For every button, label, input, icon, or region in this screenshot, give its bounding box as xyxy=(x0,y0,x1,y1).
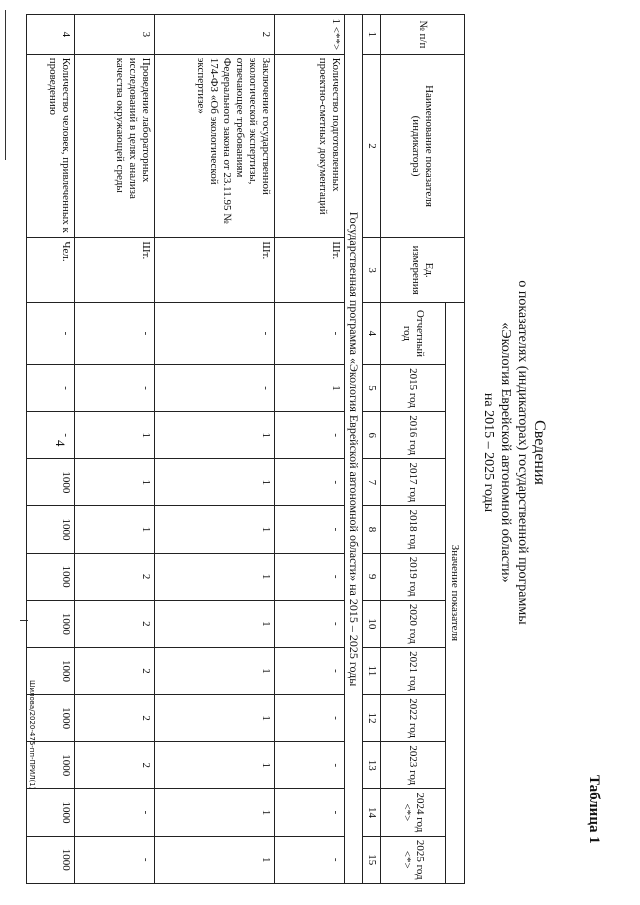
year-value: - xyxy=(275,459,345,506)
header-year: 2025 год <*> xyxy=(381,836,446,883)
table-label: Таблица 1 xyxy=(586,775,602,844)
row-number: 2 xyxy=(155,15,275,55)
indicators-table xyxy=(26,14,465,884)
column-number: 11 xyxy=(363,647,381,694)
unit-cell: Шт. xyxy=(155,238,275,303)
table-row xyxy=(275,15,345,884)
year-value: 1000 xyxy=(27,742,75,789)
unit-cell: Чел. xyxy=(27,238,75,303)
year-value: 1 xyxy=(75,459,155,506)
year-value: 1 xyxy=(155,742,275,789)
year-value: 1000 xyxy=(27,647,75,694)
year-value: 1000 xyxy=(27,459,75,506)
year-value: - xyxy=(275,789,345,836)
year-value: 2 xyxy=(75,600,155,647)
header-year: 2023 год xyxy=(381,742,446,789)
year-value: 2 xyxy=(75,647,155,694)
year-value: 1 xyxy=(155,836,275,883)
heading-line4: на 2015 – 2025 годы xyxy=(481,392,496,513)
column-number: 12 xyxy=(363,695,381,742)
header-num: № п/п xyxy=(381,15,465,55)
header-year: 2016 год xyxy=(381,412,446,459)
header-report-year: Отчетный год xyxy=(381,302,446,364)
year-value: 1 xyxy=(155,600,275,647)
header-year: 2019 год xyxy=(381,553,446,600)
year-value: 1000 xyxy=(27,789,75,836)
header-unit: Ед. измерения xyxy=(381,238,465,303)
year-value: - xyxy=(275,742,345,789)
year-value: 1000 xyxy=(27,553,75,600)
column-number: 9 xyxy=(363,553,381,600)
year-value: 1 xyxy=(155,695,275,742)
year-value: 1 xyxy=(275,364,345,411)
year-value: 1 xyxy=(75,412,155,459)
year-value: 1000 xyxy=(27,600,75,647)
year-value: 1 xyxy=(155,789,275,836)
footer-code: Шилова/2020-475-пп-ПРИЛ(1) xyxy=(28,680,36,790)
header-year: 2020 год xyxy=(381,600,446,647)
year-value: - xyxy=(275,695,345,742)
indicator-name: Заключение государственной экологической экспертизы, отвечающее требованиям Федерального закона от 23.11.95 № 174-ФЗ «Об экологической экспертизе» xyxy=(155,54,275,238)
column-number: 13 xyxy=(363,742,381,789)
header-year: 2018 год xyxy=(381,506,446,553)
year-value: - xyxy=(75,836,155,883)
report-year-value: - xyxy=(155,302,275,364)
heading-line2: о показателях (индикаторах) государственной программы xyxy=(515,280,530,625)
column-number: 8 xyxy=(363,506,381,553)
year-value: 2 xyxy=(75,695,155,742)
year-value: - xyxy=(27,412,75,459)
column-number: 2 xyxy=(363,54,381,238)
year-value: 1000 xyxy=(27,836,75,883)
header-year: 2024 год <*> xyxy=(381,789,446,836)
year-value: - xyxy=(75,789,155,836)
heading-title: Сведения xyxy=(531,420,548,485)
table-row xyxy=(75,15,155,884)
year-value: 1000 xyxy=(27,506,75,553)
year-value: - xyxy=(275,412,345,459)
year-value: 1000 xyxy=(27,695,75,742)
header-name: Наименование показателя (индикатора) xyxy=(381,54,465,238)
column-number: 1 xyxy=(363,15,381,55)
header-values: Значение показателя xyxy=(446,302,465,883)
row-number: 1 <**> xyxy=(275,15,345,55)
year-value: - xyxy=(275,836,345,883)
year-value: 1 xyxy=(155,412,275,459)
year-value: 2 xyxy=(75,553,155,600)
header-year: 2017 год xyxy=(381,459,446,506)
column-number: 14 xyxy=(363,789,381,836)
year-value: 1 xyxy=(155,459,275,506)
column-number: 5 xyxy=(363,364,381,411)
header-year: 2022 год xyxy=(381,695,446,742)
heading-line3: «Экология Еврейской автономной области» xyxy=(498,322,513,583)
year-value: - xyxy=(275,553,345,600)
header-year: 2015 год xyxy=(381,364,446,411)
column-number: 6 xyxy=(363,412,381,459)
unit-cell: Шт. xyxy=(75,238,155,303)
year-value: - xyxy=(27,364,75,411)
year-value: 1 xyxy=(155,553,275,600)
page-number: 4 xyxy=(53,440,68,447)
year-value: - xyxy=(275,600,345,647)
table-row xyxy=(155,15,275,884)
report-year-value: - xyxy=(27,302,75,364)
year-value: 1 xyxy=(155,647,275,694)
year-value: - xyxy=(155,364,275,411)
year-value: 1 xyxy=(155,506,275,553)
column-number: 7 xyxy=(363,459,381,506)
report-year-value: - xyxy=(275,302,345,364)
indicator-name: Количество подготовленных проектно-сметных документаций xyxy=(275,54,345,238)
column-number: 15 xyxy=(363,836,381,883)
unit-cell: Шт. xyxy=(275,238,345,303)
column-number: 10 xyxy=(363,600,381,647)
row-number: 3 xyxy=(75,15,155,55)
year-value: - xyxy=(75,364,155,411)
indicator-name: Проведение лабораторных исследований в целях анализа качества окружающей среды xyxy=(75,54,155,238)
header-year: 2021 год xyxy=(381,647,446,694)
column-number: 4 xyxy=(363,302,381,364)
indicator-name: Количество человек, привлеченных к проведению xyxy=(27,54,75,238)
year-value: - xyxy=(275,506,345,553)
row-number: 4 xyxy=(27,15,75,55)
year-value: 2 xyxy=(75,742,155,789)
column-number: 3 xyxy=(363,238,381,303)
year-value: - xyxy=(275,647,345,694)
report-year-value: - xyxy=(75,302,155,364)
program-row: Государственная программа «Экология Еврейской автономной области» на 2015 – 2025 годы xyxy=(345,15,363,884)
year-value: 1 xyxy=(75,506,155,553)
